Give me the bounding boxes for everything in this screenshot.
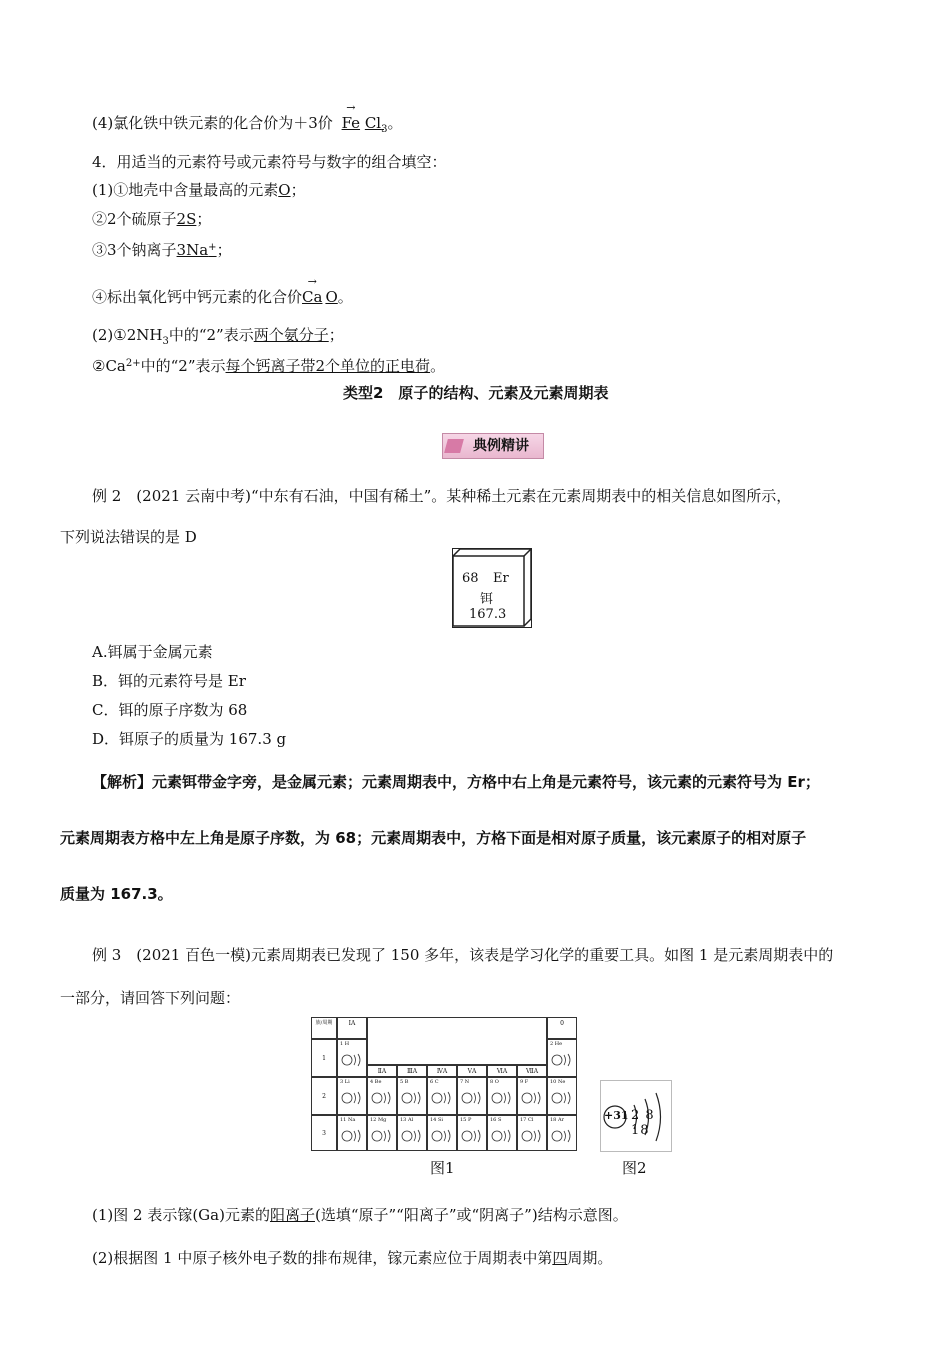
fe-valence: → Fe <box>342 113 360 133</box>
group-header: ⅤA <box>457 1065 487 1077</box>
tile-symbol: Er <box>493 571 509 586</box>
element-cell <box>367 1115 397 1151</box>
element-cell <box>457 1115 487 1151</box>
element-label: 4 Be <box>370 1079 382 1085</box>
element-label: 16 S <box>490 1117 502 1123</box>
tile-mass: 167.3 <box>469 607 507 622</box>
atom-diagram-icon <box>341 1052 365 1068</box>
element-cell <box>487 1115 517 1151</box>
atom-diagram-icon <box>491 1090 515 1106</box>
element-cell <box>487 1077 517 1115</box>
atom-diagram-icon <box>521 1128 545 1144</box>
element-label: 8 O <box>490 1079 499 1085</box>
answer-blank: 3Na+ <box>176 241 217 259</box>
element-cell <box>337 1039 367 1077</box>
tile-number: 68 <box>462 571 479 586</box>
atom-diagram-icon <box>431 1128 455 1144</box>
q4-1-4: ④标出氧化钙中钙元素的化合价→ Ca O。 <box>92 287 353 307</box>
example2-line1: 例 2 (2021 云南中考)“中东有石油，中国有稀土”。某种稀土元素在元素周期表中的相关信息如图所示， <box>92 487 792 505</box>
analysis-line1: 【解析】元素铒带金字旁，是金属元素；元素周期表中，方格中右上角是元素符号，该元素的元素符号为 Er； <box>92 773 820 791</box>
element-label: 10 Ne <box>550 1079 566 1085</box>
element-label: 5 B <box>400 1079 409 1085</box>
answer-blank: O <box>278 181 291 199</box>
option-b: B．铒的元素符号是 Er <box>92 672 246 690</box>
element-cell <box>397 1077 427 1115</box>
fig1-caption: 图1 <box>430 1159 455 1177</box>
element-cell <box>427 1077 457 1115</box>
atom-diagram-icon <box>551 1128 575 1144</box>
atom-diagram-icon <box>491 1128 515 1144</box>
atom-diagram-icon <box>341 1128 365 1144</box>
element-cell <box>547 1077 577 1115</box>
answer-blank: 两个氨分子 <box>253 326 329 344</box>
element-cell <box>547 1039 577 1077</box>
atom-structure-figure: +31 2 8 18 <box>600 1080 672 1152</box>
element-cell <box>427 1115 457 1151</box>
q4-part4-line: (4)氯化铁中铁元素的化合价为＋3价 → Fe $Cl_3$。 <box>92 113 403 140</box>
element-label: 1 H <box>340 1041 350 1047</box>
element-label: 17 Cl <box>520 1117 534 1123</box>
period-label: 3 <box>311 1115 337 1151</box>
q4-2-2: $②Ca^{2+}$中的“2”表示每个钙离子带2个单位的正电荷。 <box>92 357 446 375</box>
element-label: 18 Ar <box>550 1117 564 1123</box>
group-header: ⅥA <box>487 1065 517 1077</box>
element-label: 3 Li <box>340 1079 350 1085</box>
analysis-line2: 元素周期表方格中左上角是原子序数，为 68；元素周期表中，方格下面是相对原子质量，该元素原子的相对原子 <box>60 829 807 847</box>
element-cell <box>337 1115 367 1151</box>
atom-diagram-icon <box>371 1090 395 1106</box>
ca-valence: → Ca <box>302 287 322 307</box>
atom-diagram-icon <box>371 1128 395 1144</box>
answer-blank: 四 <box>552 1249 568 1267</box>
option-a: A.铒属于金属元素 <box>92 643 213 661</box>
example3-line1: 例 3 (2021 百色一模)元素周期表已发现了 150 多年，该表是学习化学的重要工具。如图 1 是元素周期表中的 <box>92 946 834 964</box>
option-c: C．铒的原子序数为 68 <box>92 701 248 719</box>
group-header: 0 <box>547 1017 577 1039</box>
element-label: 6 C <box>430 1079 439 1085</box>
period-label: 2 <box>311 1077 337 1115</box>
element-cell <box>457 1077 487 1115</box>
group-header: ⅦA <box>517 1065 547 1077</box>
element-label: 11 Na <box>340 1117 356 1123</box>
answer-blank: 阳离子 <box>269 1206 315 1224</box>
tile-name: 铒 <box>480 592 494 607</box>
element-label: 9 F <box>520 1079 529 1085</box>
analysis-line3: 质量为 167.3。 <box>60 885 173 903</box>
fig2-caption: 图2 <box>622 1159 647 1177</box>
atom-diagram-icon <box>461 1128 485 1144</box>
answer-blank: 每个钙离子带2个单位的正电荷 <box>225 357 431 375</box>
section-title: 类型2 原子的结构、元素及元素周期表 <box>343 384 609 402</box>
period-label: 1 <box>311 1039 337 1077</box>
o-symbol: O <box>325 288 338 306</box>
q4-part4-text: (4)氯化铁中铁元素的化合价为＋3价 <box>92 114 333 132</box>
atom-diagram-icon <box>551 1090 575 1106</box>
example-badge: 典例精讲 <box>442 433 544 459</box>
element-cell <box>397 1115 427 1151</box>
atom-diagram-icon <box>461 1090 485 1106</box>
element-tile <box>452 548 532 628</box>
element-label: 12 Mg <box>370 1117 387 1123</box>
element-label: 15 P <box>460 1117 472 1123</box>
example3-q2: (2)根据图 1 中原子核外电子数的排布规律，镓元素应位于周期表中第四周期。 <box>92 1249 613 1267</box>
element-label: 13 Al <box>400 1117 414 1123</box>
element-cell <box>547 1115 577 1151</box>
element-label: 14 Si <box>430 1117 443 1123</box>
table-gap <box>367 1017 547 1065</box>
q4-1-3: ③3个钠离子3Na+； <box>92 241 232 259</box>
group-header: ⅠA <box>337 1017 367 1039</box>
element-cell <box>517 1077 547 1115</box>
example3-q1: (1)图 2 表示镓(Ga)元素的阳离子(选填“原子”“阳离子”或“阴离子”)结构示意图。 <box>92 1206 628 1224</box>
element-label: 7 N <box>460 1079 470 1085</box>
example2-line2: 下列说法错误的是 D <box>60 528 197 546</box>
group-header: ⅡA <box>367 1065 397 1077</box>
element-cell <box>337 1077 367 1115</box>
atom-diagram-icon <box>401 1090 425 1106</box>
example3-line2: 一部分，请回答下列问题： <box>60 989 241 1007</box>
badge-mark-icon <box>444 439 464 453</box>
atom-diagram-icon <box>341 1090 365 1106</box>
atom-diagram-icon <box>521 1090 545 1106</box>
element-label: 2 He <box>550 1041 563 1047</box>
group-header: ⅢA <box>397 1065 427 1077</box>
option-d: D．铒原子的质量为 167.3 g <box>92 730 287 748</box>
table-corner: 族/周期 <box>311 1017 337 1039</box>
q4-1-2: ②2个硫原子2S； <box>92 210 212 228</box>
atom-diagram-icon <box>551 1052 575 1068</box>
element-cell <box>517 1115 547 1151</box>
periodic-table-figure <box>311 1017 579 1151</box>
cl-formula: $Cl_3$ <box>364 114 388 135</box>
q4-1-1: (1)①地壳中含量最高的元素O； <box>92 181 306 199</box>
q4-2-1: $(2)①2NH_3$中的“2”表示两个氨分子； <box>92 326 344 347</box>
q4-title: 4．用适当的元素符号或元素符号与数字的组合填空： <box>92 153 447 171</box>
analysis-tag: 【解析】 <box>92 773 153 791</box>
group-header: ⅣA <box>427 1065 457 1077</box>
atom-diagram-icon <box>401 1128 425 1144</box>
answer-blank: 2S <box>176 210 197 228</box>
element-cell <box>367 1077 397 1115</box>
atom-diagram-icon <box>431 1090 455 1106</box>
